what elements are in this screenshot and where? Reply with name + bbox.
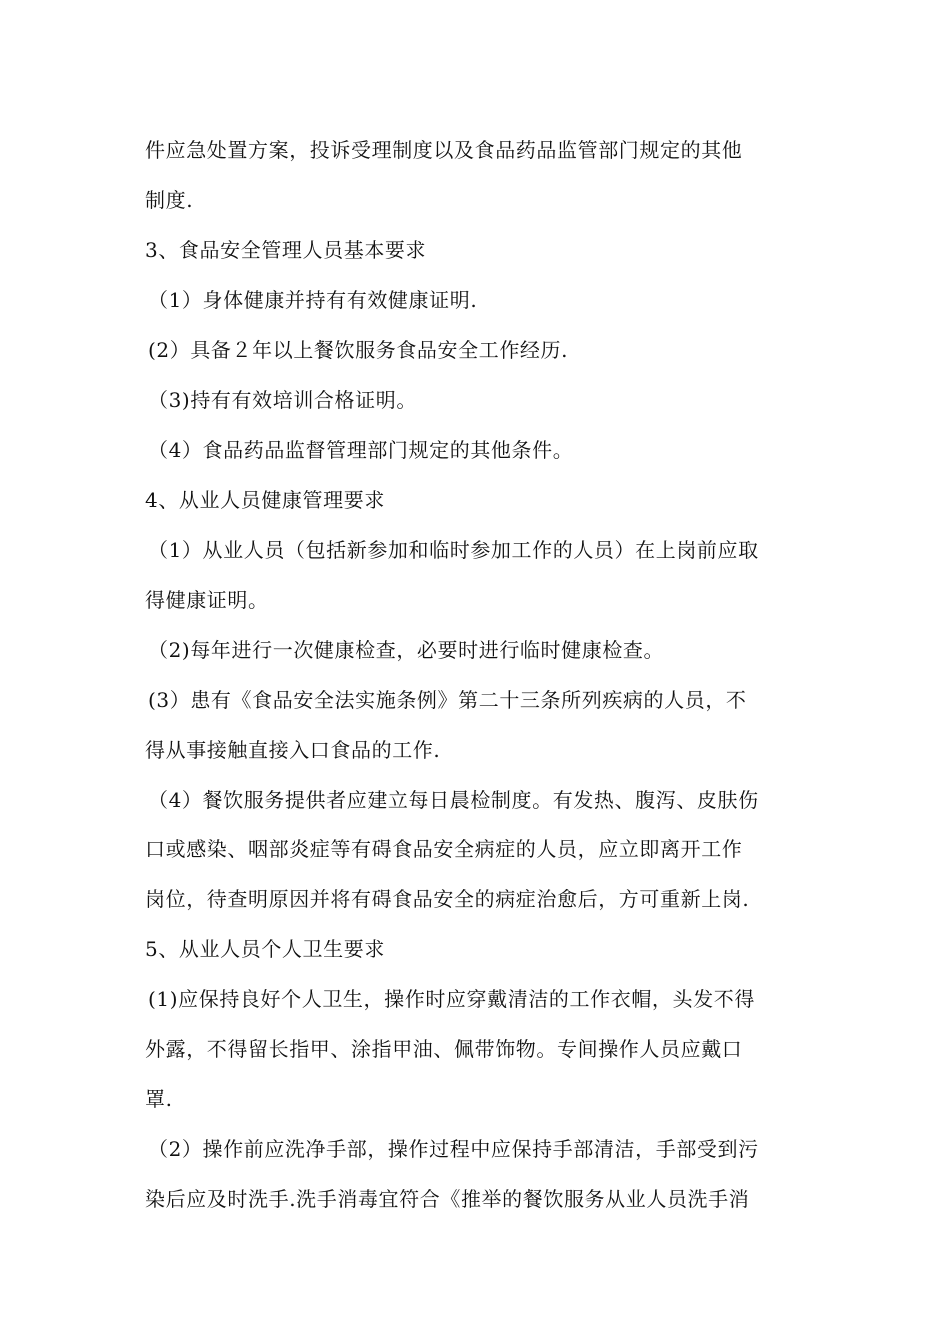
paragraph-line: 罩. <box>145 1087 173 1111</box>
list-item: （2）操作前应洗净手部，操作过程中应保持手部清洁，手部受到污 <box>148 1137 759 1161</box>
list-item: （2)每年进行一次健康检查，必要时进行临时健康检查。 <box>148 638 665 662</box>
paragraph-line: 得健康证明。 <box>145 588 269 612</box>
list-item: （1）从业人员（包括新参加和临时参加工作的人员）在上岗前应取 <box>148 538 759 562</box>
list-item: (1)应保持良好个人卫生，操作时应穿戴清洁的工作衣帽，头发不得 <box>148 987 755 1011</box>
paragraph-line: 染后应及时洗手.洗手消毒宜符合《推举的餐饮服务从业人员洗手消 <box>145 1187 750 1211</box>
list-item: (3）患有《食品安全法实施条例》第二十三条所列疾病的人员，不 <box>148 688 747 712</box>
paragraph-line: 件应急处置方案，投诉受理制度以及食品药品监管部门规定的其他 <box>145 138 743 162</box>
paragraph-line: 制度. <box>145 188 194 212</box>
list-item: (2）具备２年以上餐饮服务食品安全工作经历. <box>148 338 569 362</box>
paragraph-line: 外露，不得留长指甲、涂指甲油、佩带饰物。专间操作人员应戴口 <box>145 1037 743 1061</box>
list-item: （4）食品药品监督管理部门规定的其他条件。 <box>148 438 574 462</box>
section-heading-5: 5、从业人员个人卫生要求 <box>145 937 385 961</box>
section-heading-3: 3、食品安全管理人员基本要求 <box>145 238 427 262</box>
paragraph-line: 岗位，待查明原因并将有碍食品安全的病症治愈后，方可重新上岗. <box>145 887 750 911</box>
list-item: （3)持有有效培训合格证明。 <box>148 388 417 412</box>
list-item: （1）身体健康并持有有效健康证明. <box>148 288 478 312</box>
list-item: （4）餐饮服务提供者应建立每日晨检制度。有发热、腹泻、皮肤伤 <box>148 788 759 812</box>
paragraph-line: 口或感染、咽部炎症等有碍食品安全病症的人员，应立即离开工作 <box>145 837 743 861</box>
paragraph-line: 得从事接触直接入口食品的工作. <box>145 738 441 762</box>
section-heading-4: 4、从业人员健康管理要求 <box>145 488 385 512</box>
